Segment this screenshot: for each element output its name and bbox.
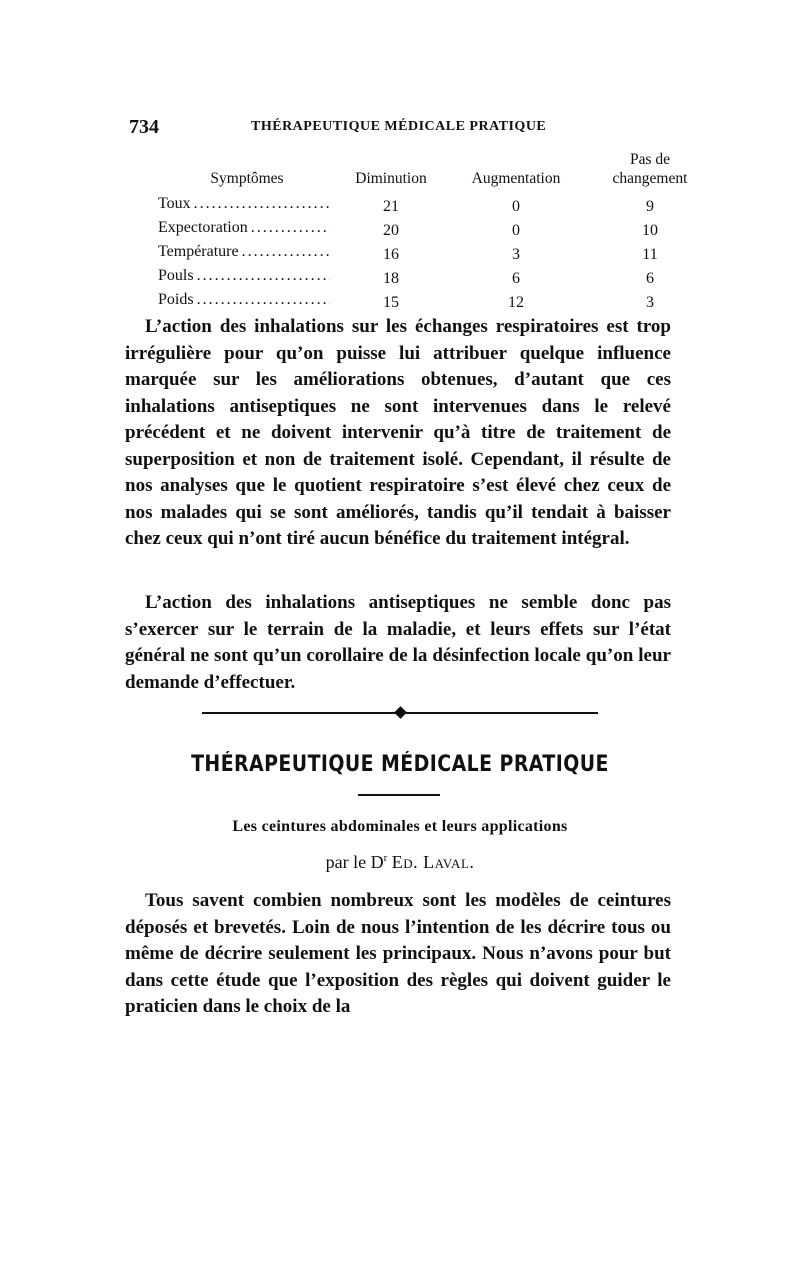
page-number: 734 — [129, 116, 159, 138]
header-augmentation: Augmentation — [471, 170, 561, 187]
row-symptom: Température . . . — [158, 242, 330, 261]
author-name: Ed. Laval. — [391, 852, 475, 872]
row-augmentation: 12 — [508, 293, 524, 311]
table-row — [158, 290, 714, 314]
row-diminution: 15 — [383, 293, 399, 311]
paragraph-ceintures-intro: Tous savent combien nombreux sont les modèles de ceintures déposés et brevetés. Loin de nous l’intention de les décrire tous ou même de décrire seulement les principaux. Nous n’avons pour but dans cette étude que l’exposition des règles qui doivent guider le praticien dans le choix de la — [125, 890, 671, 1017]
row-pas: 6 — [646, 269, 654, 287]
symptoms-table — [158, 150, 714, 314]
byline-prefix: par le D — [325, 852, 384, 872]
row-augmentation: 3 — [512, 245, 520, 263]
row-symptom: Pouls . . . — [158, 266, 330, 285]
header-pas-line1: Pas de — [629, 151, 671, 168]
table-header-row — [158, 150, 714, 194]
article-title: Les ceintures abdominales et leurs applications — [232, 818, 568, 835]
row-augmentation: 0 — [512, 197, 520, 215]
divider-diamond-ornament — [394, 706, 407, 719]
header-pas-de-changement — [586, 150, 714, 194]
row-symptom: Expectoration . . . — [158, 218, 330, 237]
row-diminution: 21 — [383, 197, 399, 215]
section-title: THÉRAPEUTIQUE MÉDICALE PRATIQUE — [191, 752, 609, 777]
running-title: THÉRAPEUTIQUE MÉDICALE PRATIQUE — [251, 119, 547, 134]
title-underline — [358, 794, 440, 796]
header-diminution: Diminution — [355, 170, 427, 187]
row-pas: 9 — [646, 197, 654, 215]
row-pas: 11 — [642, 245, 658, 263]
table-row — [158, 242, 714, 266]
byline-sup: r — [383, 852, 388, 864]
running-head — [129, 116, 709, 142]
row-diminution: 20 — [383, 221, 399, 239]
row-pas: 10 — [642, 221, 658, 239]
byline — [0, 852, 800, 873]
table-row — [158, 218, 714, 242]
row-diminution: 18 — [383, 269, 399, 287]
paragraph-inhalations-action: L’action des inhalations sur les échanges respiratoires est trop irrégulière pour qu’on puisse lui attribuer quelque influence marquée sur les améliorations obtenues, d’autant que ces inhalations antiseptiques ne sont intervenues dans le relevé précédent et ne doivent intervenir qu’à titre de traitement de superposition et non de traitement isolé. Cependant, il résulte de nos analyses que le quotient respiratoire s’est élevé chez ceux de nos malades qui se sont améliorés, tandis qu’il tendait à baisser chez ceux qui n’ont tiré aucun bénéfice du traitement intégral. — [125, 316, 671, 549]
paragraph-inhalations-conclusion: L’action des inhalations antiseptiques ne semble donc pas s’exercer sur le terrain de la maladie, et leurs effets sur l’état général ne sont qu’un corollaire de la désinfection locale qu’on leur demande d’effectuer. — [125, 592, 671, 693]
row-diminution: 16 — [383, 245, 399, 263]
row-pas: 3 — [646, 293, 654, 311]
row-augmentation: 6 — [512, 269, 520, 287]
row-augmentation: 0 — [512, 221, 520, 239]
row-symptom: Toux . . . — [158, 194, 330, 213]
header-pas-line2: changement — [612, 170, 688, 187]
row-symptom: Poids . . . — [158, 290, 330, 309]
table-row — [158, 194, 714, 218]
header-symptom: Symptômes — [210, 170, 284, 187]
table-row — [158, 266, 714, 290]
